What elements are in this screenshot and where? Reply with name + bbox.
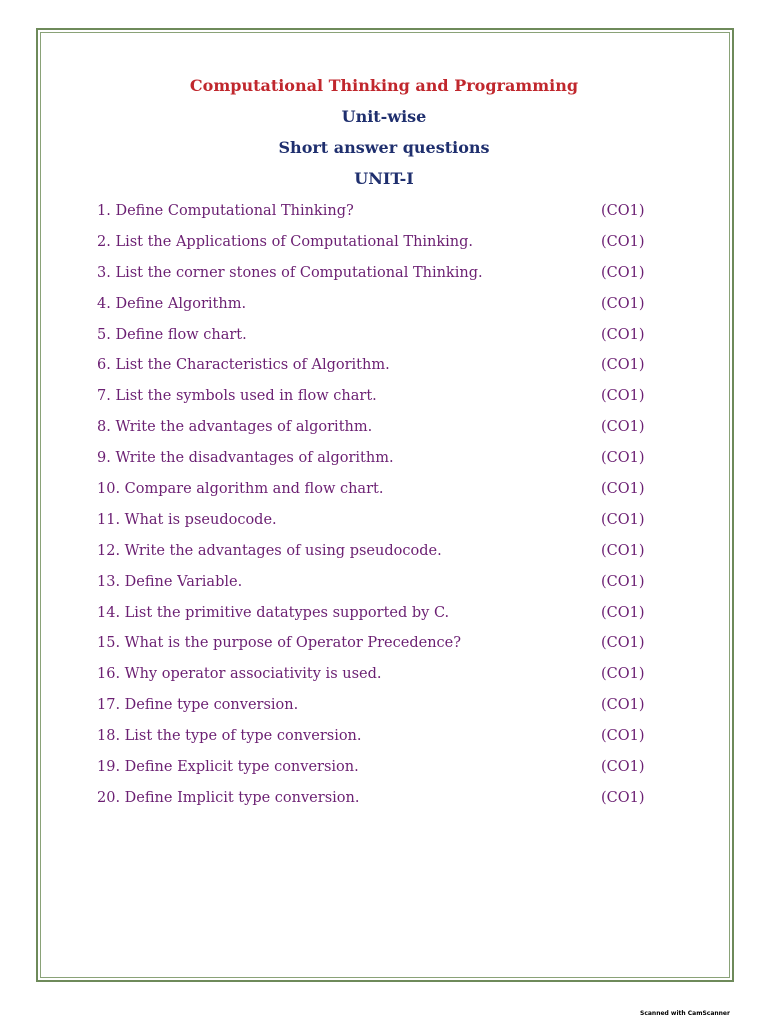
- scanner-watermark: Scanned with CamScanner: [640, 1010, 730, 1017]
- document-subtitle: Unit-wise: [341, 107, 427, 126]
- question-item: [97, 354, 657, 385]
- question-text: 1. Define Computational Thinking?: [97, 203, 354, 219]
- question-text: 17. Define type conversion.: [97, 697, 299, 714]
- question-item: [97, 756, 657, 787]
- question-text: 13. Define Variable.: [97, 573, 243, 590]
- course-outcome-tag: (CO1): [601, 357, 645, 374]
- course-outcome-tag: (CO1): [601, 728, 645, 745]
- question-item: [97, 663, 657, 694]
- question-text: 4. Define Algorithm.: [97, 295, 247, 312]
- course-outcome-tag: (CO1): [601, 759, 645, 776]
- question-text: 10. Compare algorithm and flow chart.: [97, 481, 384, 498]
- course-outcome-tag: (CO1): [601, 450, 645, 467]
- question-item: [97, 293, 657, 324]
- course-outcome-tag: (CO1): [601, 511, 645, 528]
- question-text: 12. Write the advantages of using pseudocode.: [97, 542, 442, 559]
- question-item: [97, 632, 657, 663]
- question-item: [97, 231, 657, 262]
- question-item: [97, 509, 657, 540]
- course-outcome-tag: (CO1): [601, 233, 645, 250]
- question-text: 14. List the primitive datatypes supported by C.: [97, 604, 450, 621]
- question-text: 6. List the Characteristics of Algorithm.: [97, 357, 390, 374]
- question-text: 2. List the Applications of Computational Thinking.: [97, 233, 474, 250]
- question-item: [97, 478, 657, 509]
- question-text: 9. Write the disadvantages of algorithm.: [97, 450, 394, 467]
- course-outcome-tag: (CO1): [601, 264, 645, 281]
- question-text: 11. What is pseudocode.: [97, 511, 277, 528]
- question-item: [97, 540, 657, 571]
- question-item: [97, 200, 657, 231]
- question-text: 7. List the symbols used in flow chart.: [97, 388, 377, 405]
- document-title: Computational Thinking and Programming: [189, 76, 579, 95]
- course-outcome-tag: (CO1): [601, 697, 645, 714]
- question-item: [97, 694, 657, 725]
- question-text: 20. Define Implicit type conversion.: [97, 789, 360, 806]
- course-outcome-tag: (CO1): [601, 789, 645, 806]
- question-text: 3. List the corner stones of Computational Thinking.: [97, 264, 483, 281]
- course-outcome-tag: (CO1): [601, 573, 645, 590]
- course-outcome-tag: (CO1): [601, 666, 645, 683]
- section-heading: Short answer questions: [278, 138, 490, 157]
- question-text: 18. List the type of type conversion.: [97, 728, 362, 745]
- course-outcome-tag: (CO1): [601, 419, 645, 436]
- unit-heading: UNIT-I: [354, 169, 414, 188]
- course-outcome-tag: (CO1): [601, 542, 645, 559]
- course-outcome-tag: (CO1): [601, 604, 645, 621]
- question-item: [97, 262, 657, 293]
- question-text: 19. Define Explicit type conversion.: [97, 759, 359, 776]
- question-item: [97, 725, 657, 756]
- course-outcome-tag: (CO1): [601, 388, 645, 405]
- question-text: 5. Define flow chart.: [97, 326, 247, 343]
- question-item: [97, 416, 657, 447]
- course-outcome-tag: (CO1): [601, 481, 645, 498]
- course-outcome-tag: (CO1): [601, 326, 645, 343]
- question-item: [97, 602, 657, 633]
- question-item: [97, 324, 657, 355]
- course-outcome-tag: (CO1): [601, 203, 645, 219]
- question-item: [97, 571, 657, 602]
- question-text: 15. What is the purpose of Operator Precedence?: [97, 635, 462, 652]
- question-list: [97, 200, 657, 818]
- question-item: [97, 385, 657, 416]
- course-outcome-tag: (CO1): [601, 635, 645, 652]
- question-text: 16. Why operator associativity is used.: [97, 666, 382, 683]
- question-item: [97, 447, 657, 478]
- course-outcome-tag: (CO1): [601, 295, 645, 312]
- question-text: 8. Write the advantages of algorithm.: [97, 419, 373, 436]
- question-item: [97, 787, 657, 818]
